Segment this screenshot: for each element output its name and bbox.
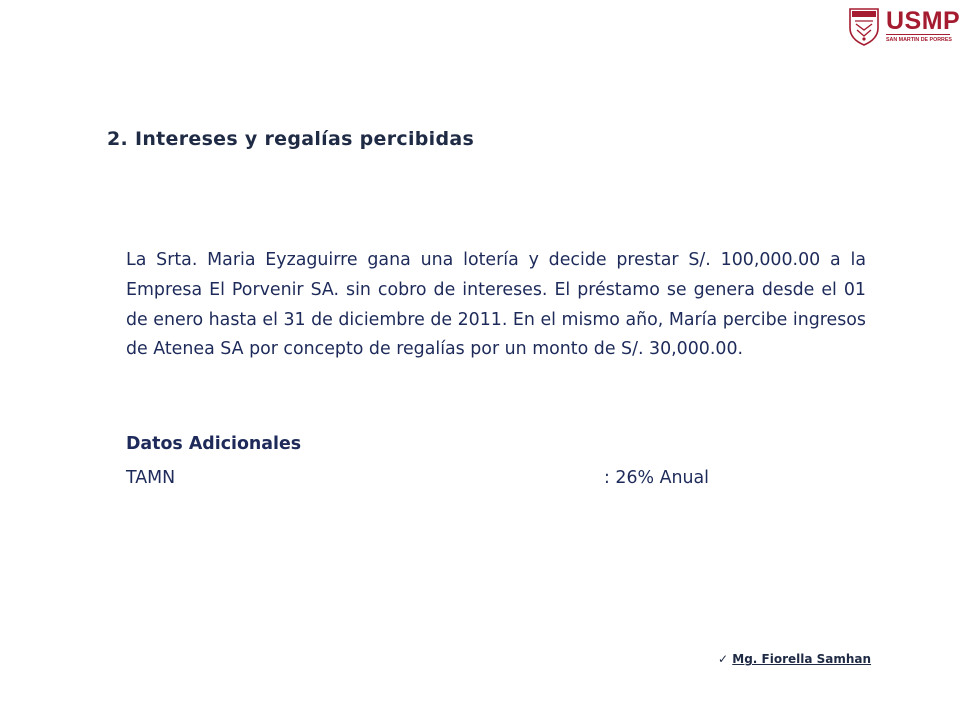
brand-name: USMP [886, 7, 960, 35]
author-name: Mg. Fiorella Samhan [732, 652, 872, 666]
university-seal-icon [846, 6, 882, 46]
section-heading: 2. Intereses y regalías percibidas [107, 128, 475, 150]
author-credit [718, 652, 871, 666]
checkmark-icon: ✓ [718, 652, 729, 666]
tamn-label: TAMN [126, 468, 176, 488]
additional-data-title: Datos Adicionales [126, 434, 302, 454]
usmp-logo [846, 6, 960, 46]
problem-paragraph: La Srta. Maria Eyzaguirre gana una lotería y decide prestar S/. 100,000.00 a la Empresa El Porvenir SA. sin cobro de intereses. El préstamo se genera desde el 01 de enero hasta el 31 de diciembre de 2011. En el mismo año, María percibe ingresos de Atenea SA por concepto de regalías por un monto de S/. 30,000.00. [126, 250, 866, 360]
brand-subtitle: SAN MARTIN DE PORRES [886, 34, 950, 44]
tamn-value: : 26% Anual [604, 468, 709, 488]
